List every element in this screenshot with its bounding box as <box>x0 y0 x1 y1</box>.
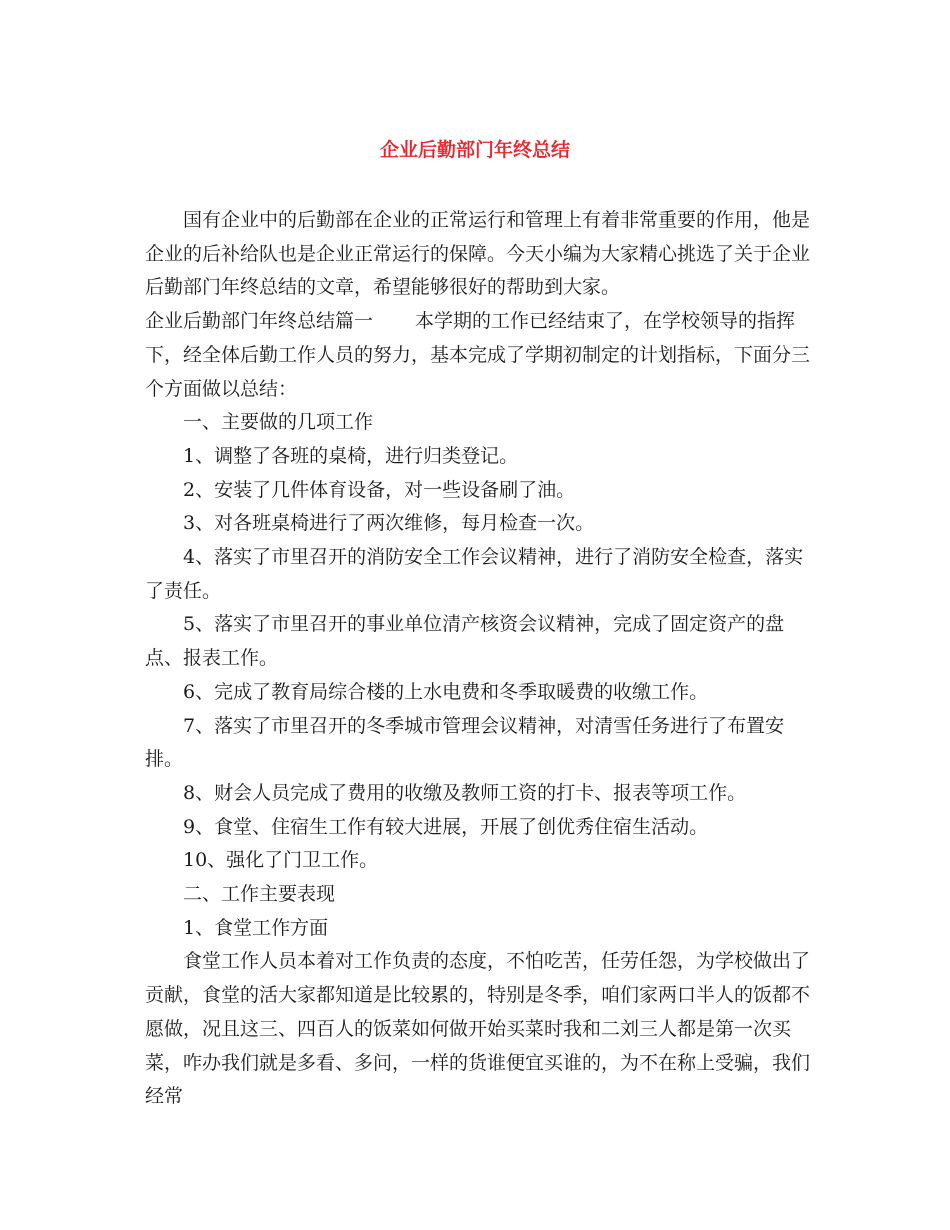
list-item: 2、安装了几件体育设备，对一些设备刷了油。 <box>183 478 576 501</box>
document-body <box>145 204 810 1114</box>
list-item: 8、财会人员完成了费用的收缴及教师工资的打卡、报表等项工作。 <box>183 781 747 804</box>
intro-paragraph: 国有企业中的后勤部在企业的正常运行和管理上有着非常重要的作用，他是企业的后补给队也是企业正常运行的保障。今天小编为大家精心挑选了关于企业后勤部门年终总结的文章，希望能够很好的帮助到大家。 <box>145 209 811 299</box>
list-item: 1、调整了各班的桌椅，进行归类登记。 <box>183 444 519 467</box>
article-lead: 本学期的工作已经结束了，在学校领导的指挥下，经全体后勤工作人员的努力，基本完成了学期初制定的计划指标，下面分三个方面做以总结： <box>145 310 811 400</box>
document-title: 企业后勤部门年终总结 <box>379 139 570 161</box>
section-heading: 一、主要做的几项工作 <box>183 411 374 434</box>
subsection-heading: 1、食堂工作方面 <box>183 916 329 939</box>
list-item: 4、落实了市里召开的消防安全工作会议精神，进行了消防安全检查，落实了责任。 <box>145 546 804 602</box>
list-item: 6、完成了教育局综合楼的上水电费和冬季取暖费的收缴工作。 <box>183 680 709 703</box>
list-item: 9、食堂、住宿生工作有较大进展，开展了创优秀住宿生活动。 <box>183 815 709 838</box>
section-heading: 二、工作主要表现 <box>183 883 336 906</box>
list-item: 5、落实了市里召开的事业单位清产核资会议精神，完成了固定资产的盘点、报表工作。 <box>145 613 785 670</box>
list-item: 10、强化了门卫工作。 <box>183 849 379 872</box>
article-paragraph <box>145 305 810 406</box>
article-label: 企业后勤部门年终总结篇一 <box>145 310 374 333</box>
body-paragraph: 食堂工作人员本着对工作负责的态度，不怕吃苦，任劳任怨，为学校做出了贡献，食堂的活大家都知道是比较累的，特别是冬季，咱们家两口半人的饭都不愿做，况且这三、四百人的饭菜如何做开始买菜时我和二刘三人都是第一次买菜，咋办我们就是多看、多问，一样的货谁便宜买谁的，为不在称上受骗，我们经常 <box>145 950 811 1108</box>
list-item: 3、对各班桌椅进行了两次维修，每月检查一次。 <box>183 512 595 535</box>
list-item: 7、落实了市里召开的冬季城市管理会议精神，对清雪任务进行了布置安排。 <box>145 714 785 771</box>
